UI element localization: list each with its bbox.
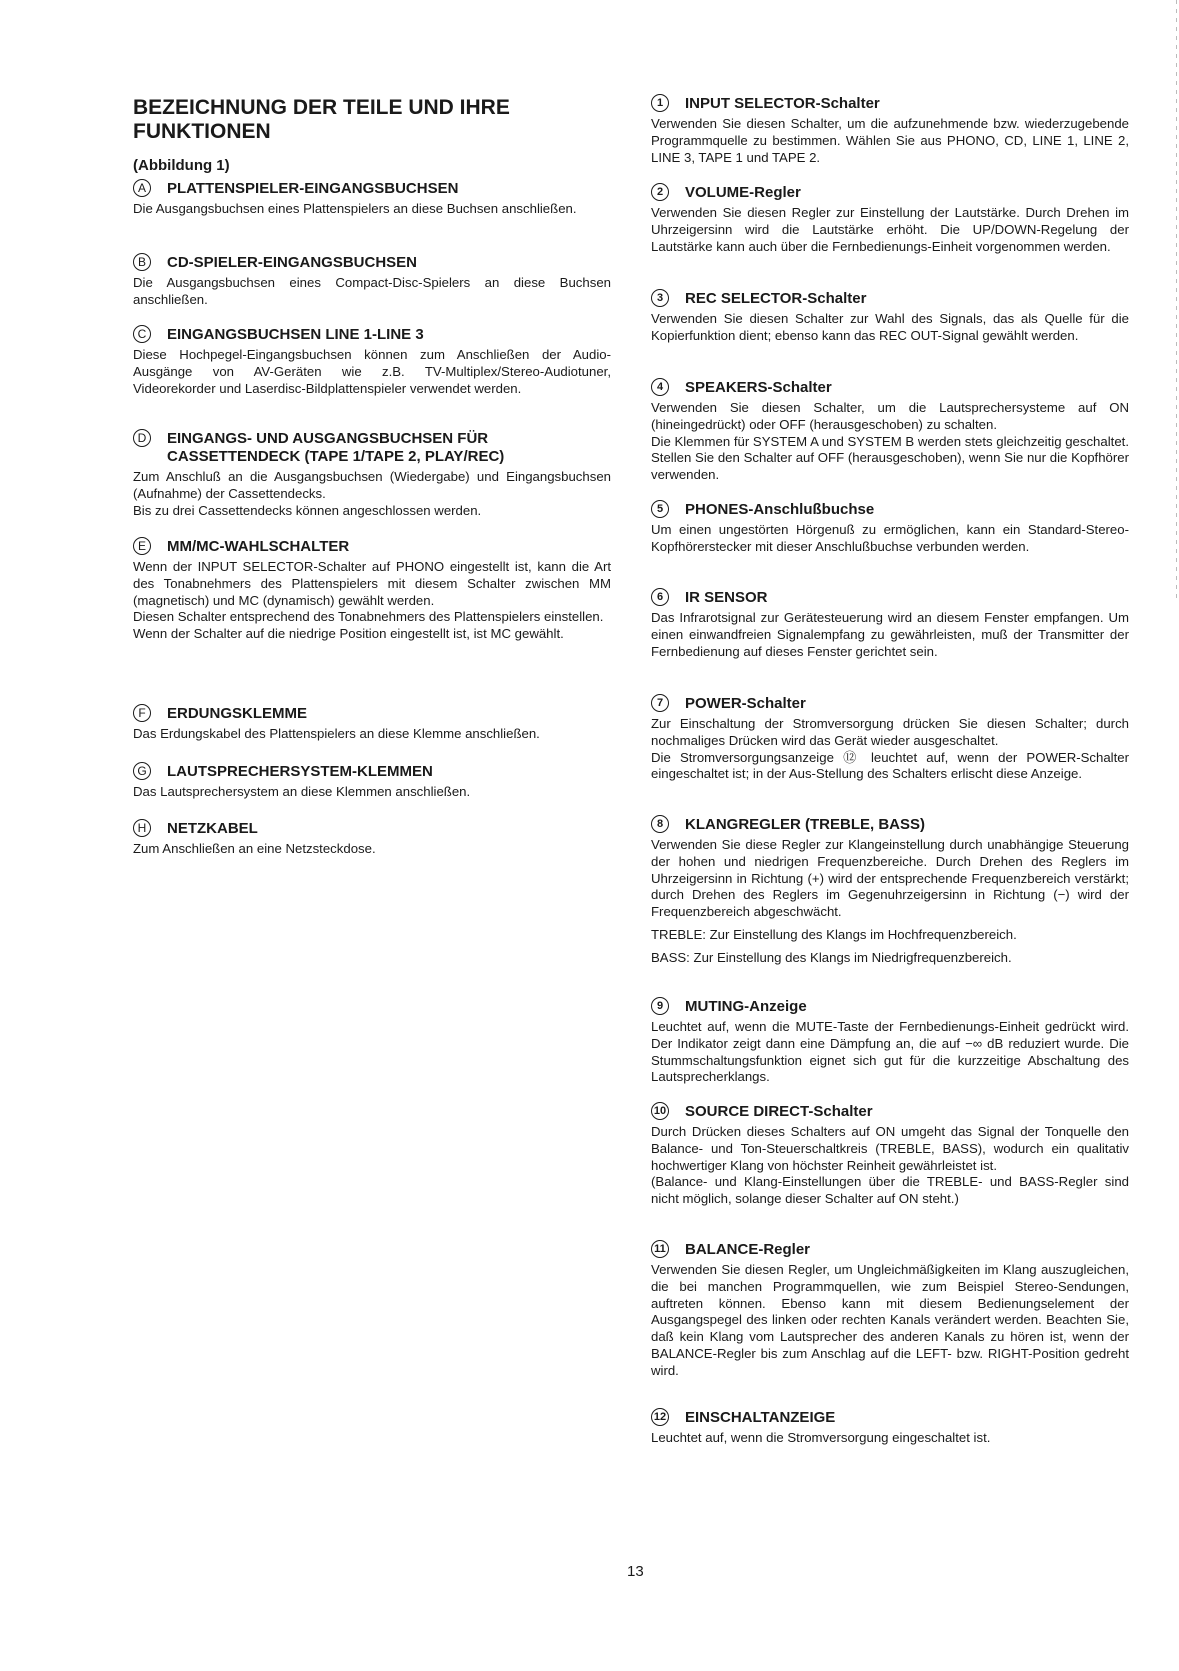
paragraph: Verwenden Sie diese Regler zur Klangeinstellung durch unabhängige Steuerung der hohen und niedrigen Frequenzbereiche. Durch Drehen des Reglers im Uhrzeigersinn in Richtung (+) wird der entsprechende Frequenzbereich verstärkt; durch Drehen des Reglers im Gegenuhrzeigersinn in Richtung (−) wird der Frequenzbereich abgeschwächt.: [651, 837, 1129, 920]
paragraph: Zur Einschaltung der Stromversorgung drücken Sie diesen Schalter; durch nochmaliges Drücken wird das Gerät wieder ausgeschaltet.: [651, 716, 1129, 748]
section-title: SPEAKERS-Schalter: [685, 379, 832, 396]
page-edge-mark: [1176, 0, 1177, 600]
section-title: MUTING-Anzeige: [685, 998, 807, 1015]
paragraph: Verwenden Sie diesen Schalter, um die aufzunehmende bzw. wiederzugebende Programmquelle zu bestimmen. Wählen Sie aus PHONO, CD, LINE 1, LINE 2, LINE 3, TAPE 1 und TAPE 2.: [651, 116, 1129, 165]
paragraph: Die Ausgangsbuchsen eines Compact-Disc-Spielers an diese Buchsen anschließen.: [133, 275, 611, 307]
section-body: [651, 1262, 1129, 1380]
section-left-6: [133, 763, 611, 801]
paragraph: Bis zu drei Cassettendecks können angeschlossen werden.: [133, 502, 482, 518]
section-body: [651, 610, 1129, 660]
section-right-5: [651, 589, 1129, 660]
section-body: [133, 275, 611, 309]
section-heading: [133, 820, 611, 838]
section-right-10: [651, 1241, 1129, 1380]
section-heading: [133, 763, 611, 781]
section-heading: [133, 326, 611, 344]
circled-label-icon: F: [133, 704, 151, 722]
paragraph: Das Infrarotsignal zur Gerätesteuerung wird an diesem Fenster empfangen. Um einen einwandfreien Signalempfang zu gewährleisten, muß der Transmitter der Fernbedienung auf dieses Fenster gerichtet sein.: [651, 610, 1129, 659]
section-title: KLANGREGLER (TREBLE, BASS): [685, 816, 925, 833]
section-body: [651, 400, 1129, 484]
section-title: PHONES-Anschlußbuchse: [685, 501, 875, 518]
section-heading: [133, 430, 611, 466]
circled-label-icon: 10: [651, 1102, 669, 1120]
section-title: EINSCHALTANZEIGE: [685, 1409, 836, 1426]
section-heading: [651, 379, 1129, 397]
paragraph: Leuchtet auf, wenn die MUTE-Taste der Fernbedienungs-Einheit gedrückt wird. Der Indikator zeigt dann eine Dämpfung an, die auf −∞ dB reduziert wurde. Die Stummschaltungsfunktion eignet sich gut für die kurzzeitige Abschaltung des Lautsprecherklangs.: [651, 1019, 1129, 1085]
paragraph: Durch Drücken dieses Schalters auf ON umgeht das Signal der Tonquelle den Balance- und Ton-Steuerschaltkreis (TREBLE, BASS), wodurch ein qualitativ hochwertiger Klang von höchster Reinheit gewährleistet ist.: [651, 1124, 1129, 1173]
section-heading: [651, 998, 1129, 1016]
section-body: [133, 784, 611, 801]
figure-reference: (Abbildung 1): [133, 157, 230, 174]
section-right-6: [651, 695, 1129, 783]
circled-label-icon: D: [133, 429, 151, 447]
section-title: EINGANGS- UND AUSGANGSBUCHSEN FÜR CASSETTENDECK (TAPE 1/TAPE 2, PLAY/REC): [167, 430, 505, 465]
section-title: REC SELECTOR-Schalter: [685, 290, 867, 307]
page-number: 13: [627, 1563, 644, 1580]
circled-label-icon: 8: [651, 815, 669, 833]
section-body: [651, 311, 1129, 345]
paragraph: Das Lautsprechersystem an diese Klemmen anschließen.: [133, 784, 471, 799]
section-heading: [651, 95, 1129, 113]
paragraph: BASS: Zur Einstellung des Klangs im Niedrigfrequenzbereich.: [651, 949, 1012, 965]
circled-label-icon: 6: [651, 588, 669, 606]
section-body: [651, 1019, 1129, 1086]
paragraph: Die Ausgangsbuchsen eines Plattenspielers an diese Buchsen anschließen.: [133, 201, 577, 216]
section-body: [133, 469, 611, 519]
section-title: ERDUNGSKLEMME: [167, 705, 308, 722]
section-left-2: [133, 326, 611, 397]
section-title: EINGANGSBUCHSEN LINE 1-LINE 3: [167, 326, 424, 343]
section-body: [133, 347, 611, 397]
section-left-3: [133, 430, 611, 519]
section-body: [651, 837, 1129, 967]
circled-label-icon: 5: [651, 500, 669, 518]
section-heading: [651, 816, 1129, 834]
paragraph: Diese Hochpegel-Eingangsbuchsen können zum Anschließen der Audio-Ausgänge von AV-Geräten wie z.B. TV-Multiplex/Stereo-Audiotuner, Videorekorder und Laserdisc-Bildplattenspieler verwendet werden.: [133, 347, 611, 396]
section-title: POWER-Schalter: [685, 695, 806, 712]
section-body: [651, 1124, 1129, 1208]
paragraph: Wenn der INPUT SELECTOR-Schalter auf PHONO eingestellt ist, kann die Art des Tonabnehmers des Plattenspielers mit diesem Schalter zwischen MM (magnetisch) und MC (dynamisch) gewählt werden.: [133, 559, 611, 608]
section-right-8: [651, 998, 1129, 1086]
section-body: [133, 726, 611, 743]
section-heading: [651, 1103, 1129, 1121]
section-heading: [651, 589, 1129, 607]
circled-label-icon: 7: [651, 694, 669, 712]
section-left-0: [133, 180, 611, 218]
section-left-5: [133, 705, 611, 743]
paragraph: Um einen ungestörten Hörgenuß zu ermöglichen, kann ein Standard-Stereo-Kopfhörerstecker mit dieser Anschlußbuchse verbunden werden.: [651, 522, 1129, 554]
section-title: IR SENSOR: [685, 589, 768, 606]
circled-label-icon: 9: [651, 997, 669, 1015]
section-body: [133, 559, 611, 643]
section-left-7: [133, 820, 611, 858]
paragraph: Wenn der Schalter auf die niedrige Position eingestellt ist, ist MC gewählt.: [133, 626, 564, 642]
paragraph: Verwenden Sie diesen Schalter zur Wahl des Signals, das als Quelle für die Kopierfunktion dient; ebenso kann das REC OUT-Signal gewählt werden.: [651, 311, 1129, 343]
section-body: [651, 116, 1129, 166]
section-left-4: [133, 538, 611, 643]
section-right-3: [651, 379, 1129, 484]
section-right-2: [651, 290, 1129, 345]
section-right-9: [651, 1103, 1129, 1208]
section-right-1: [651, 184, 1129, 255]
paragraph: Verwenden Sie diesen Regler, um Ungleichmäßigkeiten im Klang auszugleichen, die bei manchen Programmquellen, wie zum Beispiel Stereo-Sendungen, auftreten können. Ebenso kann mit diesem Bedienungselement der Ausgangspegel des linken oder rechten Kanals verändert werden. Beachten Sie, daß kein Klang vom Lautsprecher des anderen Kanals zu hören ist, wenn der BALANCE-Regler bis zum Anschlag auf die LEFT- bzw. RIGHT-Position gedreht wird.: [651, 1262, 1129, 1378]
paragraph: (Balance- und Klang-Einstellungen über die TREBLE- und BASS-Regler sind nicht möglich, solange dieser Schalter auf ON steht.): [651, 1174, 1129, 1207]
circled-label-icon: C: [133, 325, 151, 343]
section-heading: [133, 705, 611, 723]
section-right-11: [651, 1409, 1129, 1447]
section-heading: [651, 501, 1129, 519]
section-title: SOURCE DIRECT-Schalter: [685, 1103, 873, 1120]
section-body: [651, 1430, 1129, 1447]
circled-label-icon: A: [133, 179, 151, 197]
section-body: [651, 522, 1129, 556]
section-right-4: [651, 501, 1129, 556]
section-title: INPUT SELECTOR-Schalter: [685, 95, 880, 112]
section-heading: [651, 695, 1129, 713]
paragraph: Verwenden Sie diesen Regler zur Einstellung der Lautstärke. Durch Drehen im Uhrzeigersinn wird die Lautstärke erhöht. Die UP/DOWN-Regelung der Lautstärke kann auch über die Fernbedienungs-Einheit vorgenommen werden.: [651, 205, 1129, 254]
page-title: BEZEICHNUNG DER TEILE UND IHRE FUNKTIONEN: [133, 96, 510, 143]
section-title: MM/MC-WAHLSCHALTER: [167, 538, 350, 555]
section-heading: [651, 290, 1129, 308]
circled-label-icon: 11: [651, 1240, 669, 1258]
section-body: [133, 841, 611, 858]
section-title: PLATTENSPIELER-EINGANGSBUCHSEN: [167, 180, 459, 197]
paragraph: Zum Anschließen an eine Netzsteckdose.: [133, 841, 376, 856]
circled-label-icon: G: [133, 762, 151, 780]
section-right-0: [651, 95, 1129, 166]
section-heading: [133, 538, 611, 556]
section-body: [651, 716, 1129, 783]
section-title: LAUTSPRECHERSYSTEM-KLEMMEN: [167, 763, 433, 780]
paragraph: Zum Anschluß an die Ausgangsbuchsen (Wiedergabe) und Eingangsbuchsen (Aufnahme) der Cassettendecks.: [133, 469, 611, 501]
section-right-7: [651, 816, 1129, 967]
circled-label-icon: E: [133, 537, 151, 555]
circled-label-icon: 3: [651, 289, 669, 307]
section-heading: [651, 184, 1129, 202]
paragraph: Das Erdungskabel des Plattenspielers an diese Klemme anschließen.: [133, 726, 540, 741]
section-left-1: [133, 254, 611, 309]
circled-label-icon: B: [133, 253, 151, 271]
section-heading: [651, 1241, 1129, 1259]
section-title: CD-SPIELER-EINGANGSBUCHSEN: [167, 254, 418, 271]
section-title: NETZKABEL: [167, 820, 258, 837]
section-title: BALANCE-Regler: [685, 1241, 811, 1258]
section-title: VOLUME-Regler: [685, 184, 801, 201]
paragraph: Die Klemmen für SYSTEM A und SYSTEM B werden stets gleichzeitig geschaltet. Stellen Sie den Schalter auf OFF (herausgeschoben), wenn Sie nur die Kopfhörer verwenden.: [651, 433, 1129, 483]
paragraph: Die Stromversorgungsanzeige ⑫ leuchtet auf, wenn der POWER-Schalter eingeschaltet ist; in der Aus-Stellung des Schalters erlischt diese Anzeige.: [651, 749, 1129, 782]
section-heading: [133, 180, 611, 198]
section-body: [651, 205, 1129, 255]
paragraph: Leuchtet auf, wenn die Stromversorgung eingeschaltet ist.: [651, 1430, 991, 1445]
circled-label-icon: 2: [651, 183, 669, 201]
section-body: [133, 201, 611, 218]
circled-label-icon: 1: [651, 94, 669, 112]
paragraph: Verwenden Sie diesen Schalter, um die Lautsprechersysteme auf ON (hineingedrückt) oder OFF (herausgeschoben) zu schalten.: [651, 400, 1129, 432]
paragraph: TREBLE: Zur Einstellung des Klangs im Hochfrequenzbereich.: [651, 926, 1017, 942]
circled-label-icon: H: [133, 819, 151, 837]
section-heading: [651, 1409, 1129, 1427]
paragraph: Diesen Schalter entsprechend des Tonabnehmers des Plattenspielers einstellen.: [133, 609, 604, 625]
section-heading: [133, 254, 611, 272]
circled-label-icon: 4: [651, 378, 669, 396]
circled-label-icon: 12: [651, 1408, 669, 1426]
